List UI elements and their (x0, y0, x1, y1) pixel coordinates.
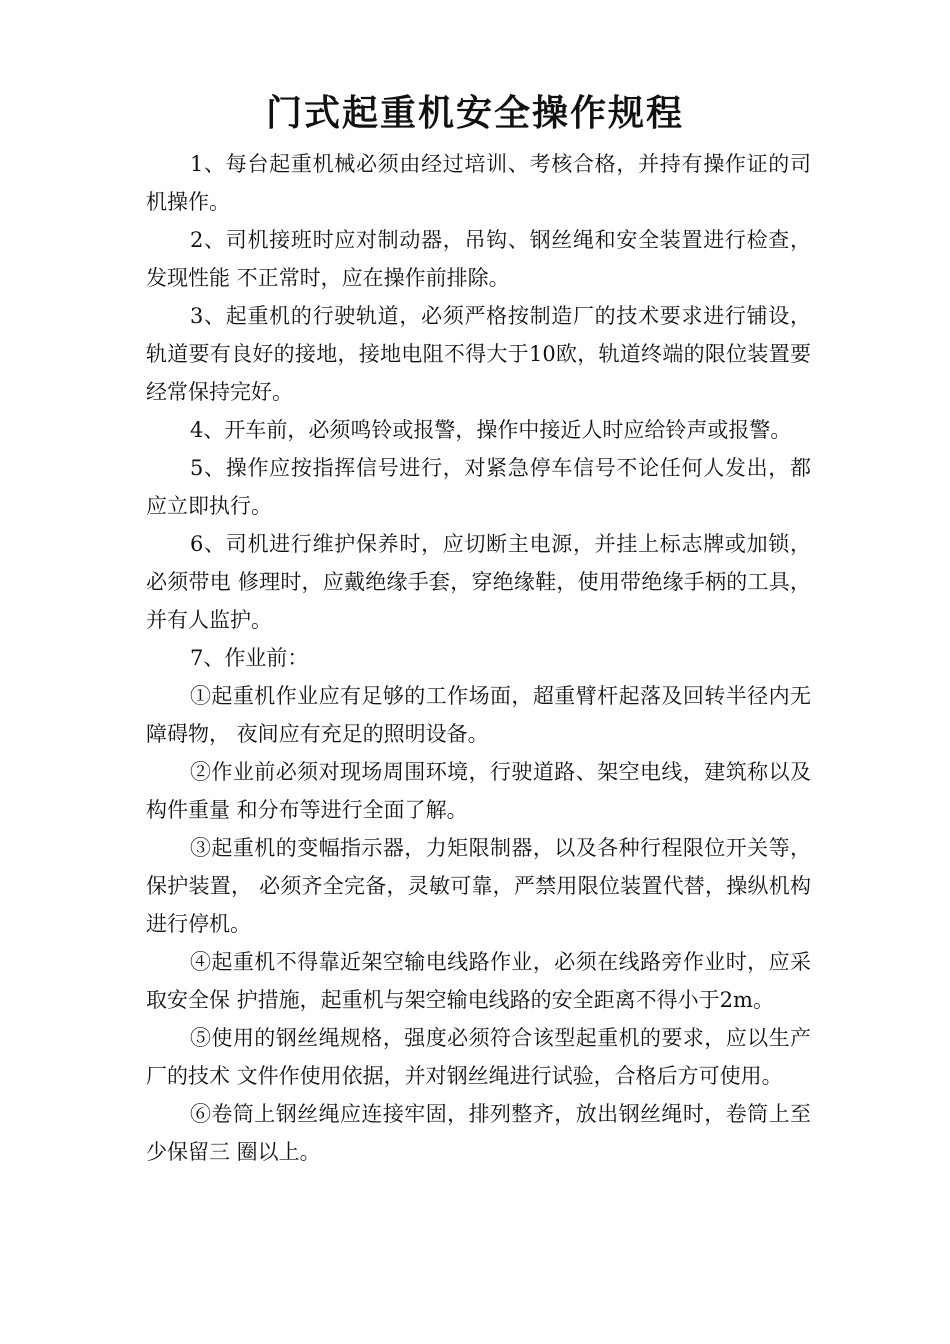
paragraph-3: 3、起重机的行驶轨道，必须严格按制造厂的技术要求进行铺设，轨道要有良好的接地，接地电阻不得大于10欧，轨道终端的限位装置要经常保持完好。 (146, 304, 811, 404)
paragraph-7-item-5: ⑤使用的钢丝绳规格，强度必须符合该型起重机的要求，应以生产厂的技术 文件作使用依据，并对钢丝绳进行试验，合格后方可使用。 (146, 1026, 811, 1088)
paragraph-4: 4、开车前，必须鸣铃或报警，操作中接近人时应给铃声或报警。 (190, 418, 792, 442)
paragraph-7-item-2: ②作业前必须对现场周围环境，行驶道路、架空电线，建筑称以及构件重量 和分布等进行全面了解。 (146, 760, 811, 822)
document-title: 门式起重机安全操作规程 (265, 92, 684, 134)
paragraph-6: 6、司机进行维护保养时，应切断主电源，并挂上标志牌或加锁，必须带电 修理时，应戴绝缘手套，穿绝缘鞋，使用带绝缘手柄的工具，并有人监护。 (146, 532, 811, 632)
paragraph-7: 7、作业前： (190, 646, 309, 670)
paragraph-2: 2、司机接班时应对制动器，吊钩、钢丝绳和安全装置进行检查，发现性能 不正常时，应在操作前排除。 (146, 228, 811, 290)
paragraph-5: 5、操作应按指挥信号进行，对紧急停车信号不论任何人发出，都应立即执行。 (146, 456, 811, 518)
paragraph-7-item-4: ④起重机不得靠近架空输电线路作业，必须在线路旁作业时，应采取安全保 护措施，起重机与架空输电线路的安全距离不得小于2m。 (146, 950, 811, 1012)
paragraph-7-item-6: ⑥卷筒上钢丝绳应连接牢固，排列整齐，放出钢丝绳时，卷筒上至少保留三 圈以上。 (146, 1102, 811, 1164)
paragraph-1: 1、每台起重机械必须由经过培训、考核合格，并持有操作证的司机操作。 (146, 152, 811, 214)
document-body (146, 145, 811, 1171)
paragraph-7-item-3: ③起重机的变幅指示器，力矩限制器，以及各种行程限位开关等，保护装置， 必须齐全完备，灵敏可靠，严禁用限位装置代替，操纵机构进行停机。 (146, 836, 811, 936)
paragraph-7-item-1: ①起重机作业应有足够的工作场面，超重臂杆起落及回转半径内无障碍物， 夜间应有充足的照明设备。 (146, 684, 811, 746)
